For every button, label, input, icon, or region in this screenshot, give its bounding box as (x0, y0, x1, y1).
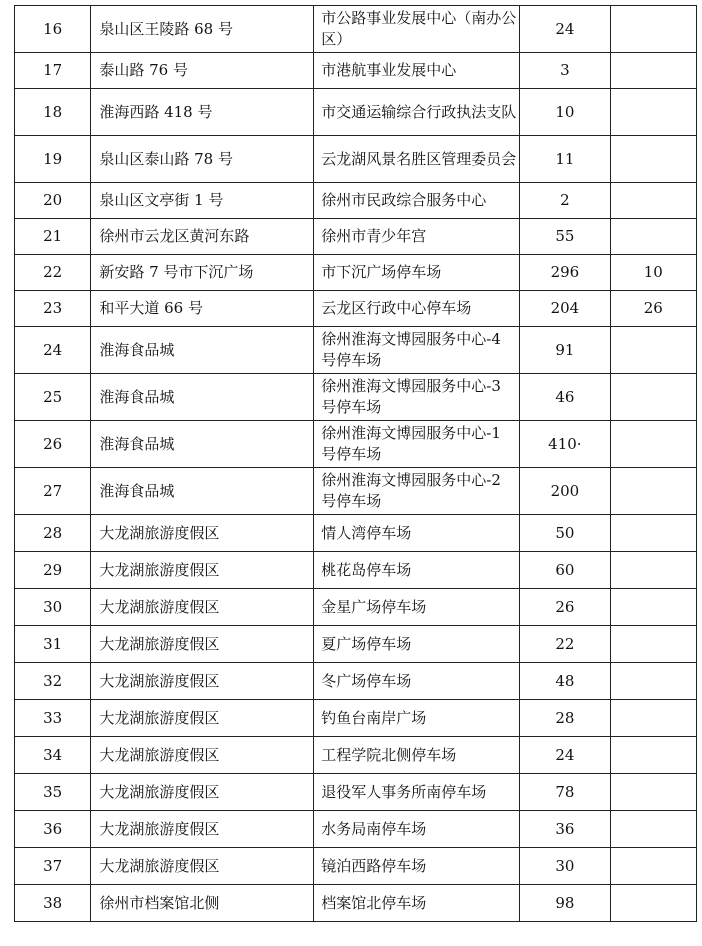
table-row (15, 774, 697, 811)
extra-cell (610, 374, 696, 421)
table-row (15, 421, 697, 468)
location-cell: 泉山区文亭街 1 号 (91, 183, 314, 219)
extra-cell (610, 421, 696, 468)
table-row (15, 663, 697, 700)
row-number: 27 (15, 468, 91, 515)
extra-cell (610, 89, 696, 136)
location-cell: 大龙湖旅游度假区 (91, 552, 314, 589)
location-cell: 徐州市档案馆北侧 (91, 885, 314, 922)
row-number: 17 (15, 53, 91, 89)
row-number: 18 (15, 89, 91, 136)
row-number: 31 (15, 626, 91, 663)
location-cell: 大龙湖旅游度假区 (91, 774, 314, 811)
row-number: 36 (15, 811, 91, 848)
unit-cell: 市下沉广场停车场 (314, 255, 520, 291)
location-cell: 泉山区泰山路 78 号 (91, 136, 314, 183)
row-number: 29 (15, 552, 91, 589)
table-row (15, 327, 697, 374)
unit-cell: 情人湾停车场 (314, 515, 520, 552)
unit-cell: 徐州淮海文博园服务中心-4 号停车场 (314, 327, 520, 374)
unit-cell: 云龙湖风景名胜区管理委员会 (314, 136, 520, 183)
count-cell: 24 (520, 737, 610, 774)
count-cell: 200 (520, 468, 610, 515)
row-number: 26 (15, 421, 91, 468)
count-cell: 46 (520, 374, 610, 421)
extra-cell: 26 (610, 291, 696, 327)
count-cell: 10 (520, 89, 610, 136)
unit-cell: 市公路事业发展中心（南办公区） (314, 6, 520, 53)
location-cell: 新安路 7 号市下沉广场 (91, 255, 314, 291)
row-number: 35 (15, 774, 91, 811)
count-cell: 22 (520, 626, 610, 663)
unit-cell: 徐州市民政综合服务中心 (314, 183, 520, 219)
count-cell: 91 (520, 327, 610, 374)
count-cell: 50 (520, 515, 610, 552)
row-number: 28 (15, 515, 91, 552)
unit-cell: 水务局南停车场 (314, 811, 520, 848)
location-cell: 泰山路 76 号 (91, 53, 314, 89)
count-cell: 60 (520, 552, 610, 589)
extra-cell (610, 468, 696, 515)
extra-cell (610, 515, 696, 552)
extra-cell (610, 53, 696, 89)
extra-cell (610, 663, 696, 700)
table-row (15, 291, 697, 327)
table-row (15, 589, 697, 626)
unit-cell: 市港航事业发展中心 (314, 53, 520, 89)
extra-cell (610, 885, 696, 922)
unit-cell: 镜泊西路停车场 (314, 848, 520, 885)
unit-cell: 徐州淮海文博园服务中心-2 号停车场 (314, 468, 520, 515)
table-row (15, 468, 697, 515)
unit-cell: 夏广场停车场 (314, 626, 520, 663)
table-row (15, 552, 697, 589)
row-number: 20 (15, 183, 91, 219)
count-cell: 3 (520, 53, 610, 89)
row-number: 38 (15, 885, 91, 922)
unit-cell: 退役军人事务所南停车场 (314, 774, 520, 811)
location-cell: 淮海食品城 (91, 374, 314, 421)
extra-cell (610, 6, 696, 53)
unit-cell: 徐州市青少年宫 (314, 219, 520, 255)
location-cell: 徐州市云龙区黄河东路 (91, 219, 314, 255)
count-cell: 2 (520, 183, 610, 219)
table-row (15, 183, 697, 219)
location-cell: 和平大道 66 号 (91, 291, 314, 327)
unit-cell: 市交通运输综合行政执法支队 (314, 89, 520, 136)
extra-cell (610, 700, 696, 737)
table-row (15, 737, 697, 774)
unit-cell: 金星广场停车场 (314, 589, 520, 626)
count-cell: 78 (520, 774, 610, 811)
unit-cell: 工程学院北侧停车场 (314, 737, 520, 774)
count-cell: 98 (520, 885, 610, 922)
row-number: 19 (15, 136, 91, 183)
location-cell: 大龙湖旅游度假区 (91, 848, 314, 885)
location-cell: 淮海食品城 (91, 327, 314, 374)
row-number: 33 (15, 700, 91, 737)
extra-cell (610, 219, 696, 255)
extra-cell (610, 327, 696, 374)
row-number: 37 (15, 848, 91, 885)
count-cell: 55 (520, 219, 610, 255)
row-number: 25 (15, 374, 91, 421)
unit-cell: 冬广场停车场 (314, 663, 520, 700)
location-cell: 大龙湖旅游度假区 (91, 515, 314, 552)
table-row (15, 6, 697, 53)
count-cell: 410· (520, 421, 610, 468)
location-cell: 大龙湖旅游度假区 (91, 811, 314, 848)
table-row (15, 515, 697, 552)
row-number: 23 (15, 291, 91, 327)
extra-cell (610, 589, 696, 626)
unit-cell: 徐州淮海文博园服务中心-3 号停车场 (314, 374, 520, 421)
location-cell: 淮海食品城 (91, 468, 314, 515)
location-cell: 大龙湖旅游度假区 (91, 700, 314, 737)
row-number: 30 (15, 589, 91, 626)
count-cell: 48 (520, 663, 610, 700)
extra-cell (610, 552, 696, 589)
extra-cell (610, 626, 696, 663)
count-cell: 36 (520, 811, 610, 848)
count-cell: 26 (520, 589, 610, 626)
table-row (15, 53, 697, 89)
unit-cell: 钓鱼台南岸广场 (314, 700, 520, 737)
table-row (15, 700, 697, 737)
location-cell: 大龙湖旅游度假区 (91, 626, 314, 663)
row-number: 32 (15, 663, 91, 700)
table-row (15, 885, 697, 922)
location-cell: 大龙湖旅游度假区 (91, 663, 314, 700)
count-cell: 296 (520, 255, 610, 291)
table-row (15, 136, 697, 183)
unit-cell: 云龙区行政中心停车场 (314, 291, 520, 327)
extra-cell (610, 774, 696, 811)
row-number: 16 (15, 6, 91, 53)
unit-cell: 桃花岛停车场 (314, 552, 520, 589)
count-cell: 30 (520, 848, 610, 885)
table-row (15, 626, 697, 663)
count-cell: 24 (520, 6, 610, 53)
extra-cell (610, 737, 696, 774)
table-row (15, 255, 697, 291)
extra-cell (610, 848, 696, 885)
extra-cell (610, 811, 696, 848)
table-row (15, 848, 697, 885)
location-cell: 淮海西路 418 号 (91, 89, 314, 136)
row-number: 21 (15, 219, 91, 255)
table-row (15, 811, 697, 848)
extra-cell (610, 136, 696, 183)
extra-cell: 10 (610, 255, 696, 291)
location-cell: 大龙湖旅游度假区 (91, 589, 314, 626)
table-row (15, 219, 697, 255)
table-row (15, 89, 697, 136)
row-number: 24 (15, 327, 91, 374)
count-cell: 204 (520, 291, 610, 327)
unit-cell: 徐州淮海文博园服务中心-1 号停车场 (314, 421, 520, 468)
row-number: 22 (15, 255, 91, 291)
extra-cell (610, 183, 696, 219)
count-cell: 28 (520, 700, 610, 737)
count-cell: 11 (520, 136, 610, 183)
location-cell: 淮海食品城 (91, 421, 314, 468)
parking-table (14, 5, 697, 922)
location-cell: 大龙湖旅游度假区 (91, 737, 314, 774)
unit-cell: 档案馆北停车场 (314, 885, 520, 922)
row-number: 34 (15, 737, 91, 774)
table-row (15, 374, 697, 421)
location-cell: 泉山区王陵路 68 号 (91, 6, 314, 53)
